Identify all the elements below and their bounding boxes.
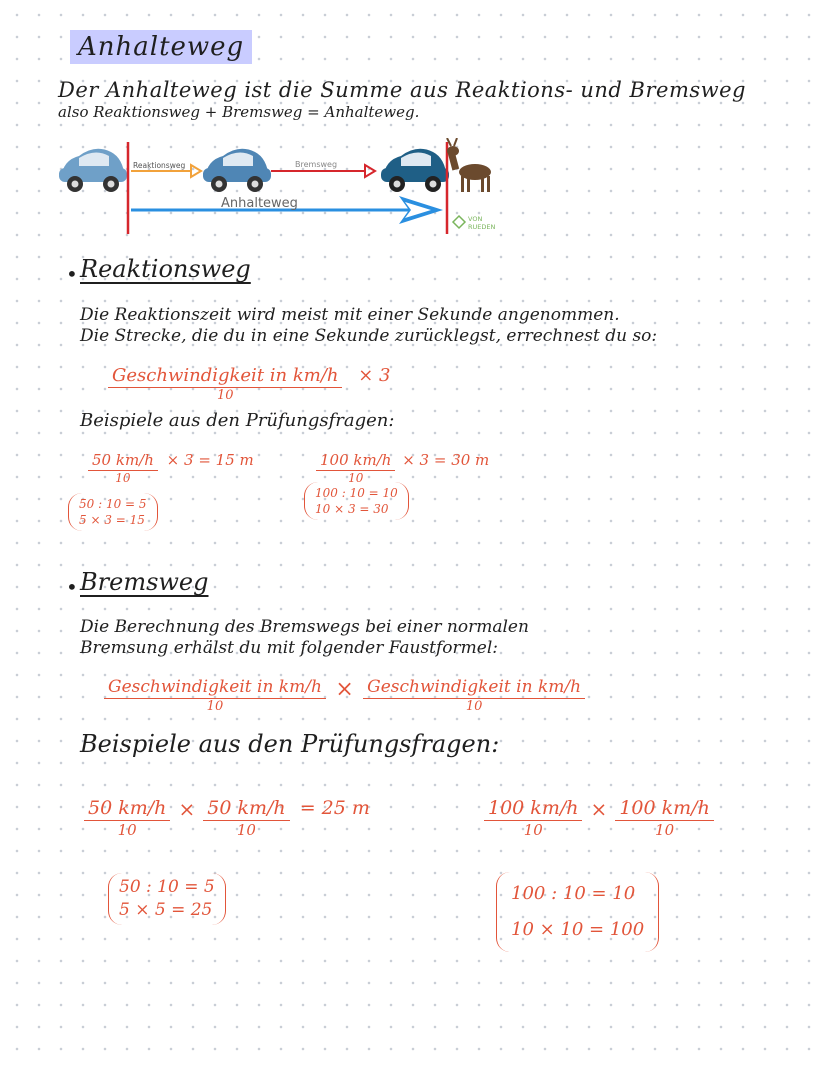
- section-heading-reaction: Reaktionsweg: [80, 255, 251, 283]
- page-title: Anhalteweg: [70, 30, 252, 64]
- von-rueden-logo: [453, 215, 495, 231]
- intro-line-2: also Reaktionsweg + Bremsweg = Anhalteweg.: [58, 103, 420, 121]
- car-icon: [203, 149, 271, 192]
- stopping-label: Anhalteweg: [221, 196, 298, 211]
- svg-text:RUEDEN: RUEDEN: [468, 223, 496, 231]
- section-heading-braking: Bremsweg: [80, 568, 209, 596]
- braking-formula: $\frac{\text{Geschwindigkeit in km/h}}{10}$ × $\frac{\text{Geschwindigkeit in km/h}}{10}$: [104, 677, 585, 715]
- reaction-text-2: Die Strecke, die du in eine Sekunde zurücklegst, errechnest du so:: [80, 326, 658, 346]
- braking-text-2: Bremsung erhälst du mit folgender Faustformel:: [80, 638, 499, 658]
- reaction-label: Reaktionsweg: [133, 161, 186, 170]
- car-icon: [381, 149, 449, 192]
- braking-example-1-calc: 50 : 10 = 5 5 × 5 = 25: [108, 873, 226, 925]
- bullet: •: [66, 262, 78, 286]
- reaction-example-2: $\frac{100 km/h}{10}$ × 3 = 30 m: [316, 451, 489, 486]
- braking-label: Bremsweg: [295, 160, 338, 169]
- braking-examples-heading: Beispiele aus den Prüfungsfragen:: [80, 730, 500, 758]
- svg-text:VON: VON: [468, 215, 483, 223]
- braking-text-1: Die Berechnung des Bremswegs bei einer normalen: [80, 617, 529, 637]
- intro-line-1: Der Anhalteweg ist die Summe aus Reaktions- und Bremsweg: [58, 78, 746, 102]
- car-icon: [59, 149, 127, 192]
- reaction-text-1: Die Reaktionszeit wird meist mit einer Sekunde angenommen.: [80, 305, 620, 325]
- reaction-example-1: $\frac{50 km/h}{10}$ × 3 = 15 m: [88, 451, 254, 486]
- reaction-examples-heading: Beispiele aus den Prüfungsfragen:: [80, 410, 395, 431]
- deer-icon: [447, 138, 491, 192]
- braking-example-1: $\frac{50 km/h}{10}$ × $\frac{50 km/h}{10}$ = 25 m: [84, 797, 370, 840]
- reaction-example-1-calc: 50 : 10 = 5 5 × 3 = 15: [68, 493, 158, 531]
- bullet: •: [66, 575, 78, 599]
- stopping-distance-diagram: [55, 138, 525, 238]
- reaction-example-2-calc: 100 : 10 = 10 10 × 3 = 30: [304, 482, 409, 520]
- reaction-formula: $\frac{\text{Geschwindigkeit in km/h}}{10}$ × 3: [108, 365, 390, 404]
- braking-example-2: $\frac{100 km/h}{10}$ × $\frac{100 km/h}{10}$: [484, 797, 714, 840]
- braking-example-2-calc: 100 : 10 = 10 10 × 10 = 100: [496, 872, 659, 952]
